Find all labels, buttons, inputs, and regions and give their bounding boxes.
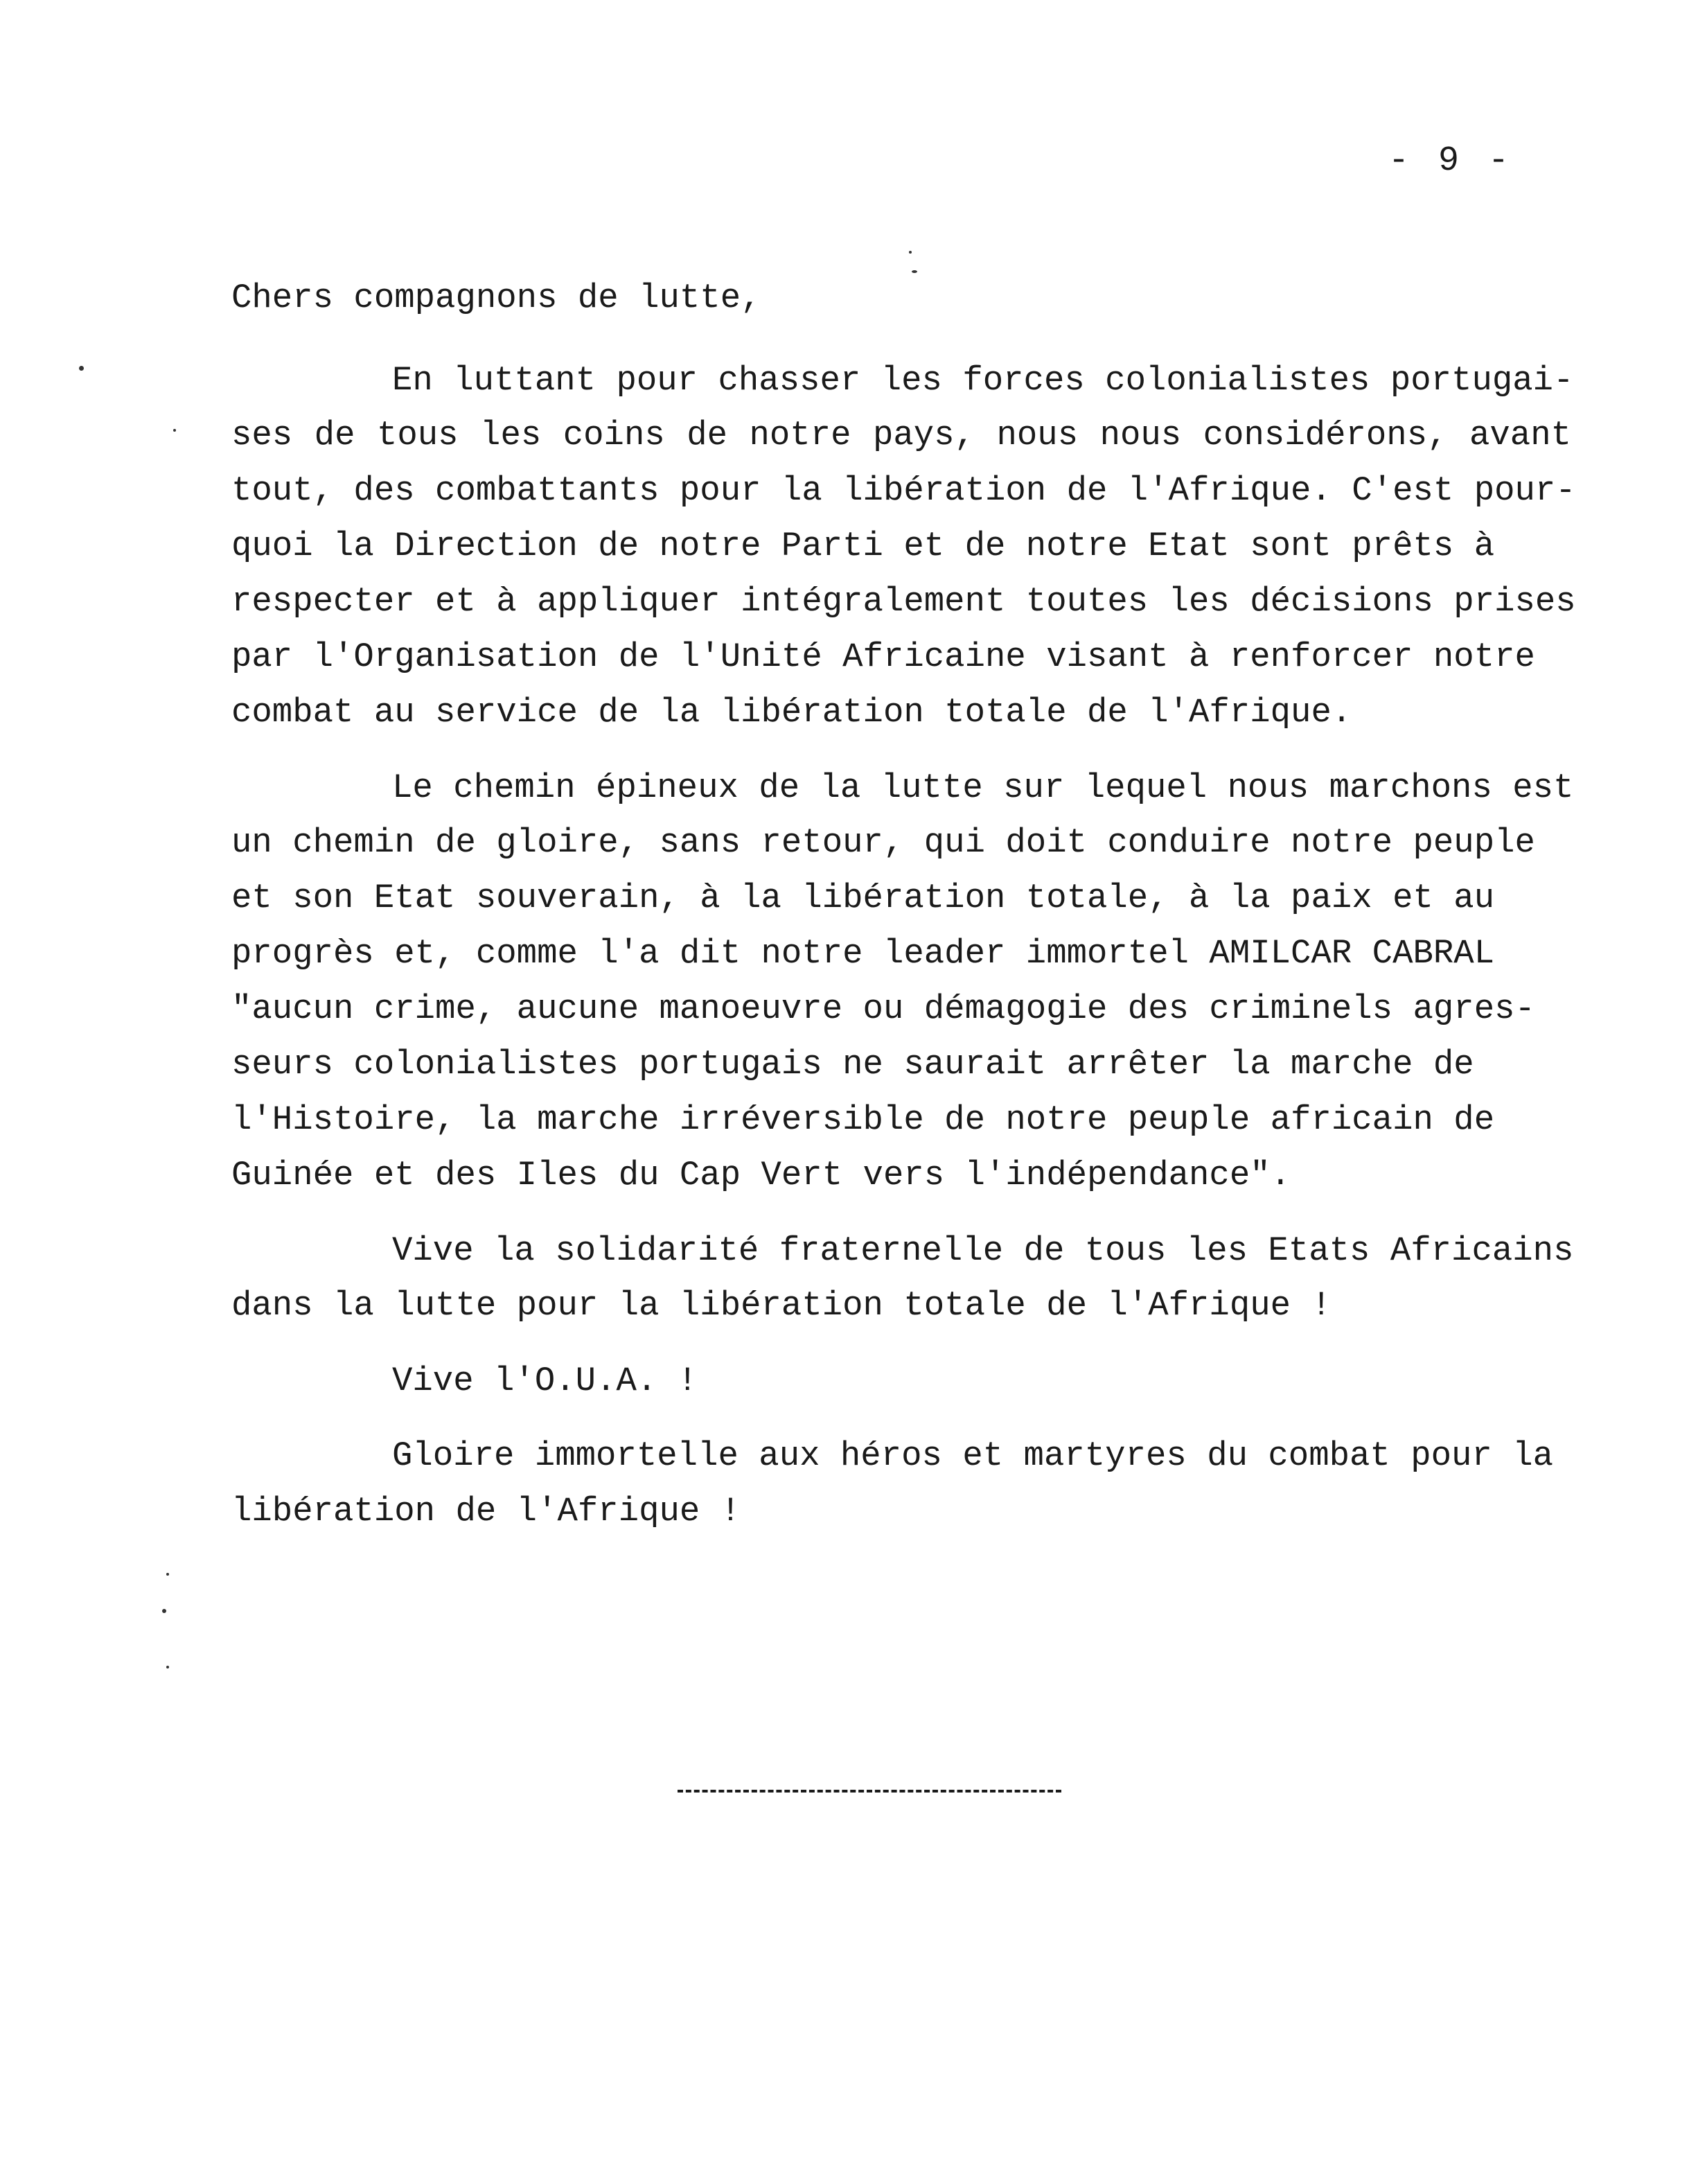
text-line: seurs colonialistes portugais ne saurait arrêter la marche de xyxy=(231,1045,1474,1084)
text-line: Guinée et des Iles du Cap Vert vers l'indépendance". xyxy=(231,1156,1291,1195)
text-line: libération de l'Afrique ! xyxy=(231,1492,741,1531)
scan-speck xyxy=(909,251,912,254)
text-line: Vive la solidarité fraternelle de tous les Etats Africains xyxy=(392,1231,1574,1270)
text-line: Vive l'O.U.A. ! xyxy=(392,1362,698,1400)
text-line: Le chemin épineux de la lutte sur lequel nous marchons est xyxy=(392,768,1574,807)
text-line: un chemin de gloire, sans retour, qui doit conduire notre peuple xyxy=(231,823,1535,862)
scan-speck xyxy=(166,1573,169,1576)
text-line: l'Histoire, la marche irréversible de notre peuple africain de xyxy=(231,1100,1495,1139)
text-line: Gloire immortelle aux héros et martyres du combat pour la xyxy=(392,1436,1554,1475)
salutation: Chers compagnons de lutte, xyxy=(231,279,761,317)
text-line: par l'Organisation de l'Unité Africaine visant à renforcer notre xyxy=(231,637,1535,676)
closing-rule xyxy=(678,1790,1061,1793)
scan-speck xyxy=(162,1609,166,1613)
text-line: combat au service de la libération totale de l'Afrique. xyxy=(231,693,1352,732)
text-line: tout, des combattants pour la libération de l'Afrique. C'est pour- xyxy=(231,471,1576,510)
text-line: progrès et, comme l'a dit notre leader immortel AMILCAR CABRAL xyxy=(231,934,1495,973)
scan-speck xyxy=(912,270,917,273)
text-line: En luttant pour chasser les forces colonialistes portugai- xyxy=(392,361,1574,400)
scan-speck xyxy=(79,366,84,371)
text-line: quoi la Direction de notre Parti et de notre Etat sont prêts à xyxy=(231,527,1495,565)
text-line: ses de tous les coins de notre pays, nous nous considérons, avant xyxy=(231,416,1571,455)
text-line: dans la lutte pour la libération totale de l'Afrique ! xyxy=(231,1286,1332,1325)
scan-speck xyxy=(166,1666,169,1668)
text-line: "aucun crime, aucune manoeuvre ou démagogie des criminels agres- xyxy=(231,989,1535,1028)
scan-speck xyxy=(173,429,176,432)
page-number: - 9 - xyxy=(1388,141,1514,181)
text-line: et son Etat souverain, à la libération totale, à la paix et au xyxy=(231,879,1495,917)
text-line: respecter et à appliquer intégralement toutes les décisions prises xyxy=(231,582,1576,621)
